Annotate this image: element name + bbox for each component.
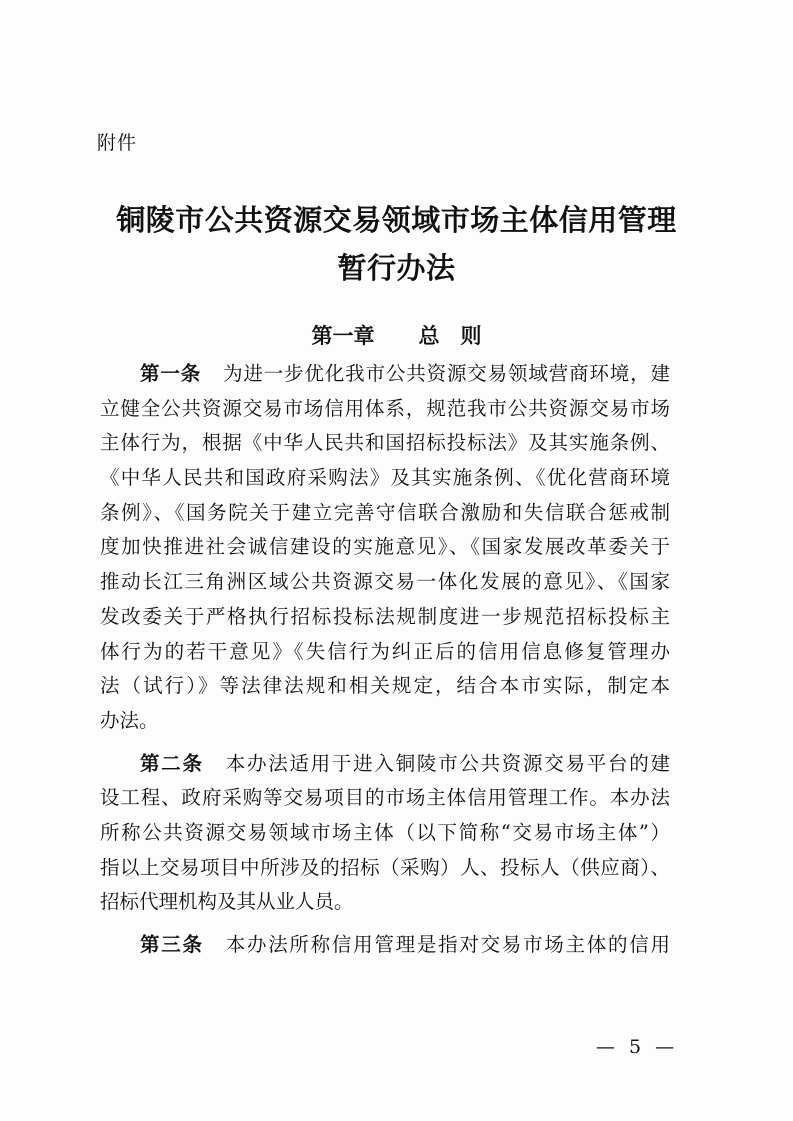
article-1-line: 法（试行）》等法律法规和相关规定，结合本市实际，制定本 — [100, 674, 670, 698]
article-2-line: 指以上交易项目中所涉及的招标（采购）人、投标人（供应商）、 — [100, 855, 670, 879]
article-2-line: 招标代理机构及其从业人员。 — [100, 890, 354, 914]
chapter-number: 第一章 — [311, 324, 375, 348]
article-1-line: 度加快推进社会诚信建设的实施意见》、《国家发展改革委关于 — [100, 535, 670, 559]
attachment-label: 附件 — [97, 132, 138, 154]
page-number: — 5 — — [596, 1036, 679, 1058]
article-1-line: 体行为的若干意见》《失信行为纠正后的信用信息修复管理办 — [100, 639, 670, 663]
article-2-line: 所称公共资源交易领域市场主体（以下简称“交易市场主体”） — [100, 820, 670, 844]
article-2-label: 第二条 — [140, 751, 204, 775]
article-3-line: 第三条 本办法所称信用管理是指对交易市场主体的信用 — [140, 933, 670, 956]
title-line-2: 暂行办法 — [337, 251, 456, 285]
article-1-line: 办法。 — [100, 708, 159, 732]
chapter-heading — [0, 321, 793, 351]
chapter-name: 总 则 — [418, 324, 482, 348]
article-2-line: 设工程、政府采购等交易项目的市场主体信用管理工作。本办法 — [100, 786, 670, 810]
article-1-line: 条例》、《国务院关于建立完善守信联合激励和失信联合惩戒制 — [100, 500, 670, 524]
document-title — [60, 196, 733, 292]
article-1-line: 推动长江三角洲区域公共资源交易一体化发展的意见》、《国家 — [100, 570, 670, 594]
article-3-label: 第三条 — [140, 933, 204, 956]
body-text — [100, 357, 670, 963]
article-1-line: 主体行为，根据《中华人民共和国招标投标法》及其实施条例、 — [100, 431, 670, 455]
title-line-1: 铜陵市公共资源交易领域市场主体信用管理 — [116, 203, 677, 237]
article-2-line: 第二条 本办法适用于进入铜陵市公共资源交易平台的建 — [140, 751, 670, 775]
article-1-label: 第一条 — [140, 362, 202, 385]
article-1-line: 立健全公共资源交易市场信用体系，规范我市公共资源交易市场 — [100, 396, 670, 420]
article-1-line: 第一条 为进一步优化我市公共资源交易领域营商环境，建 — [140, 362, 670, 385]
article-1-line: 《中华人民共和国政府采购法》及其实施条例、《优化营商环境 — [100, 466, 670, 490]
article-1-line: 发改委关于严格执行招标投标法规制度进一步规范招标投标主 — [100, 604, 670, 628]
